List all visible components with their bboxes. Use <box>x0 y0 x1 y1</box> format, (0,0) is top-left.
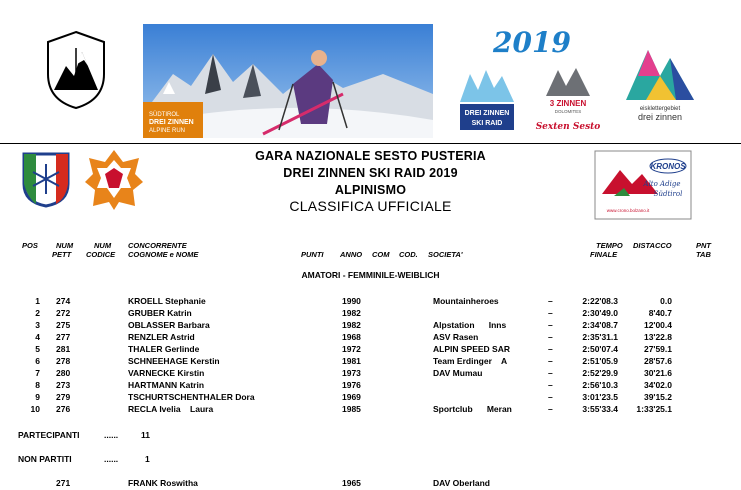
result-dash: – <box>548 296 553 306</box>
result-row <box>0 404 741 416</box>
club-logo <box>44 28 108 112</box>
result-tempo: 2:34'08.7 <box>582 320 618 330</box>
result-anno: 1981 <box>342 356 361 366</box>
result-tempo: 2:56'10.3 <box>582 380 618 390</box>
result-name: RECLA Ivelia Laura <box>128 404 214 414</box>
col-concorrente-1: CONCORRENTE <box>128 241 187 250</box>
kronos-region-1: Alto Adige <box>643 180 681 188</box>
partecipanti-label: PARTECIPANTI <box>18 430 80 440</box>
result-pos: 1 <box>35 296 40 306</box>
col-cod: COD. <box>399 250 418 259</box>
non-partiti-label: NON PARTITI <box>18 454 72 464</box>
result-societa: Sportclub Meran <box>433 404 512 414</box>
result-pett: 277 <box>56 332 71 342</box>
result-tempo: 2:30'49.0 <box>582 308 618 318</box>
result-distacco: 1:33'25.1 <box>636 404 672 414</box>
result-dash: – <box>548 320 553 330</box>
title-race: GARA NAZIONALE SESTO PUSTERIA <box>255 149 486 163</box>
drei-zinnen-region-logo <box>620 36 700 126</box>
result-row <box>0 296 741 308</box>
col-tempo-1: TEMPO <box>596 241 623 250</box>
result-anno: 1982 <box>342 308 361 318</box>
result-pett: 273 <box>56 380 71 390</box>
kronos-url: www.crono.bolzano.it <box>606 208 650 213</box>
ski-race-photo <box>143 24 433 138</box>
event-year: 2019 <box>493 26 571 59</box>
result-distacco: 27'59.1 <box>643 344 672 354</box>
col-pnt-2: TAB <box>696 250 711 259</box>
np-societa: DAV Oberland <box>433 478 490 488</box>
title-classification: CLASSIFICA UFFICIALE <box>289 198 452 214</box>
partecipanti-value: 11 <box>141 430 150 440</box>
result-name: SCHNEEHAGE Kerstin <box>128 356 220 366</box>
hd-logo-line1: eisklettergebiet <box>639 106 681 112</box>
col-distacco: DISTACCO <box>633 241 672 250</box>
result-anno: 1976 <box>342 380 361 390</box>
result-pos: 7 <box>35 368 40 378</box>
result-dash: – <box>548 404 553 414</box>
result-anno: 1990 <box>342 296 361 306</box>
result-row <box>0 380 741 392</box>
drei-zinnen-ski-raid-logo <box>456 66 518 134</box>
result-pett: 275 <box>56 320 71 330</box>
col-pos: POS <box>22 241 38 250</box>
photo-caption-1: SÜDTIROL <box>149 112 180 118</box>
col-societa: SOCIETA' <box>428 250 463 259</box>
result-societa: Alpstation Inns <box>433 320 507 330</box>
result-dash: – <box>548 332 553 342</box>
col-num-pett-1: NUM <box>56 241 74 250</box>
result-anno: 1968 <box>342 332 361 342</box>
result-societa: ASV Rasen <box>433 332 479 342</box>
result-dash: – <box>548 392 553 402</box>
result-row <box>0 356 741 368</box>
result-anno: 1973 <box>342 368 361 378</box>
result-name: THALER Gerlinde <box>128 344 200 354</box>
result-pett: 280 <box>56 368 71 378</box>
3-zinnen-dolomites-logo <box>532 66 604 134</box>
col-num-cod-1: NUM <box>94 241 112 250</box>
result-pos: 9 <box>35 392 40 402</box>
sexten-logo: Sexten Sesto <box>535 122 601 132</box>
non-partiti-value: 1 <box>145 454 150 464</box>
hd-logo-line2: drei zinnen <box>637 112 683 122</box>
result-row <box>0 320 741 332</box>
result-pett: 281 <box>56 344 71 354</box>
result-dash: – <box>548 344 553 354</box>
col-anno: ANNO <box>340 250 363 259</box>
non-partiti-row <box>0 478 741 490</box>
header-divider <box>0 143 741 144</box>
result-pett: 272 <box>56 308 71 318</box>
3z-logo-line2: DOLOMITES <box>554 109 582 114</box>
result-pos: 3 <box>35 320 40 330</box>
result-societa: DAV Mumau <box>433 368 483 378</box>
result-anno: 1969 <box>342 392 361 402</box>
result-row <box>0 392 741 404</box>
result-societa: Team Erdinger A <box>433 356 508 366</box>
col-num-pett-2: PETT <box>52 250 72 259</box>
non-partiti-dots: ...... <box>104 454 119 464</box>
result-dash: – <box>548 356 553 366</box>
result-name: RENZLER Astrid <box>128 332 195 342</box>
photo-caption-3: ALPINE RUN <box>149 128 186 134</box>
partecipanti-dots: ...... <box>104 430 119 440</box>
result-pett: 274 <box>56 296 71 306</box>
result-tempo: 2:22'08.3 <box>582 296 618 306</box>
result-tempo: 3:01'23.5 <box>582 392 618 402</box>
result-pos: 5 <box>35 344 40 354</box>
result-row <box>0 368 741 380</box>
result-dash: – <box>548 380 553 390</box>
result-pett: 276 <box>56 404 71 414</box>
result-row <box>0 308 741 320</box>
result-tempo: 2:52'29.9 <box>582 368 618 378</box>
result-name: GRUBER Katrin <box>128 308 192 318</box>
result-row <box>0 344 741 356</box>
dz-logo-line1: DREI ZINNEN <box>464 110 510 117</box>
title-discipline: ALPINISMO <box>334 183 407 197</box>
result-row <box>0 332 741 344</box>
kronos-name: KRONOS <box>650 162 686 171</box>
result-distacco: 13'22.8 <box>643 332 672 342</box>
3z-logo-line1: 3 ZINNEN <box>549 99 587 108</box>
category-heading: AMATORI - FEMMINILE-WEIBLICH <box>301 270 440 280</box>
photo-caption-2: DREI ZINNEN <box>149 119 194 126</box>
title-event: DREI ZINNEN SKI RAID 2019 <box>283 166 458 180</box>
result-name: KROELL Stephanie <box>128 296 206 306</box>
col-concorrente-2: COGNOME e NOME <box>128 250 199 259</box>
result-pos: 10 <box>30 404 40 414</box>
result-tempo: 2:51'05.9 <box>582 356 618 366</box>
result-tempo: 3:55'33.4 <box>582 404 618 414</box>
result-dash: – <box>548 308 553 318</box>
result-pett: 279 <box>56 392 71 402</box>
result-pos: 2 <box>35 308 40 318</box>
result-anno: 1985 <box>342 404 361 414</box>
result-pos: 4 <box>35 332 40 342</box>
np-name: FRANK Roswitha <box>128 478 198 488</box>
np-pett: 271 <box>56 478 71 488</box>
result-name: OBLASSER Barbara <box>128 320 210 330</box>
result-distacco: 12'00.4 <box>643 320 672 330</box>
np-anno: 1965 <box>342 478 361 488</box>
result-tempo: 2:50'07.4 <box>582 344 618 354</box>
result-pett: 278 <box>56 356 71 366</box>
dz-logo-line2: SKI RAID <box>471 120 503 127</box>
result-societa: ALPIN SPEED SAR <box>433 344 510 354</box>
result-anno: 1972 <box>342 344 361 354</box>
result-tempo: 2:35'31.1 <box>582 332 618 342</box>
result-distacco: 0.0 <box>660 296 672 306</box>
result-distacco: 28'57.6 <box>643 356 672 366</box>
result-distacco: 30'21.6 <box>643 368 672 378</box>
col-punti: PUNTI <box>301 250 324 259</box>
result-pos: 8 <box>35 380 40 390</box>
result-name: HARTMANN Katrin <box>128 380 205 390</box>
result-name: VARNECKE Kirstin <box>128 368 205 378</box>
result-name: TSCHURTSCHENTHALER Dora <box>128 392 255 402</box>
result-distacco: 8'40.7 <box>648 308 672 318</box>
result-distacco: 39'15.2 <box>643 392 672 402</box>
result-dash: – <box>548 368 553 378</box>
col-tempo-2: FINALE <box>590 250 618 259</box>
result-societa: Mountainheroes <box>433 296 499 306</box>
result-anno: 1982 <box>342 320 361 330</box>
col-com: COM <box>372 250 390 259</box>
col-pnt-1: PNT <box>696 241 711 250</box>
result-distacco: 34'02.0 <box>643 380 672 390</box>
col-num-cod-2: CODICE <box>86 250 116 259</box>
result-pos: 6 <box>35 356 40 366</box>
kronos-region-2: Südtirol <box>653 190 683 198</box>
